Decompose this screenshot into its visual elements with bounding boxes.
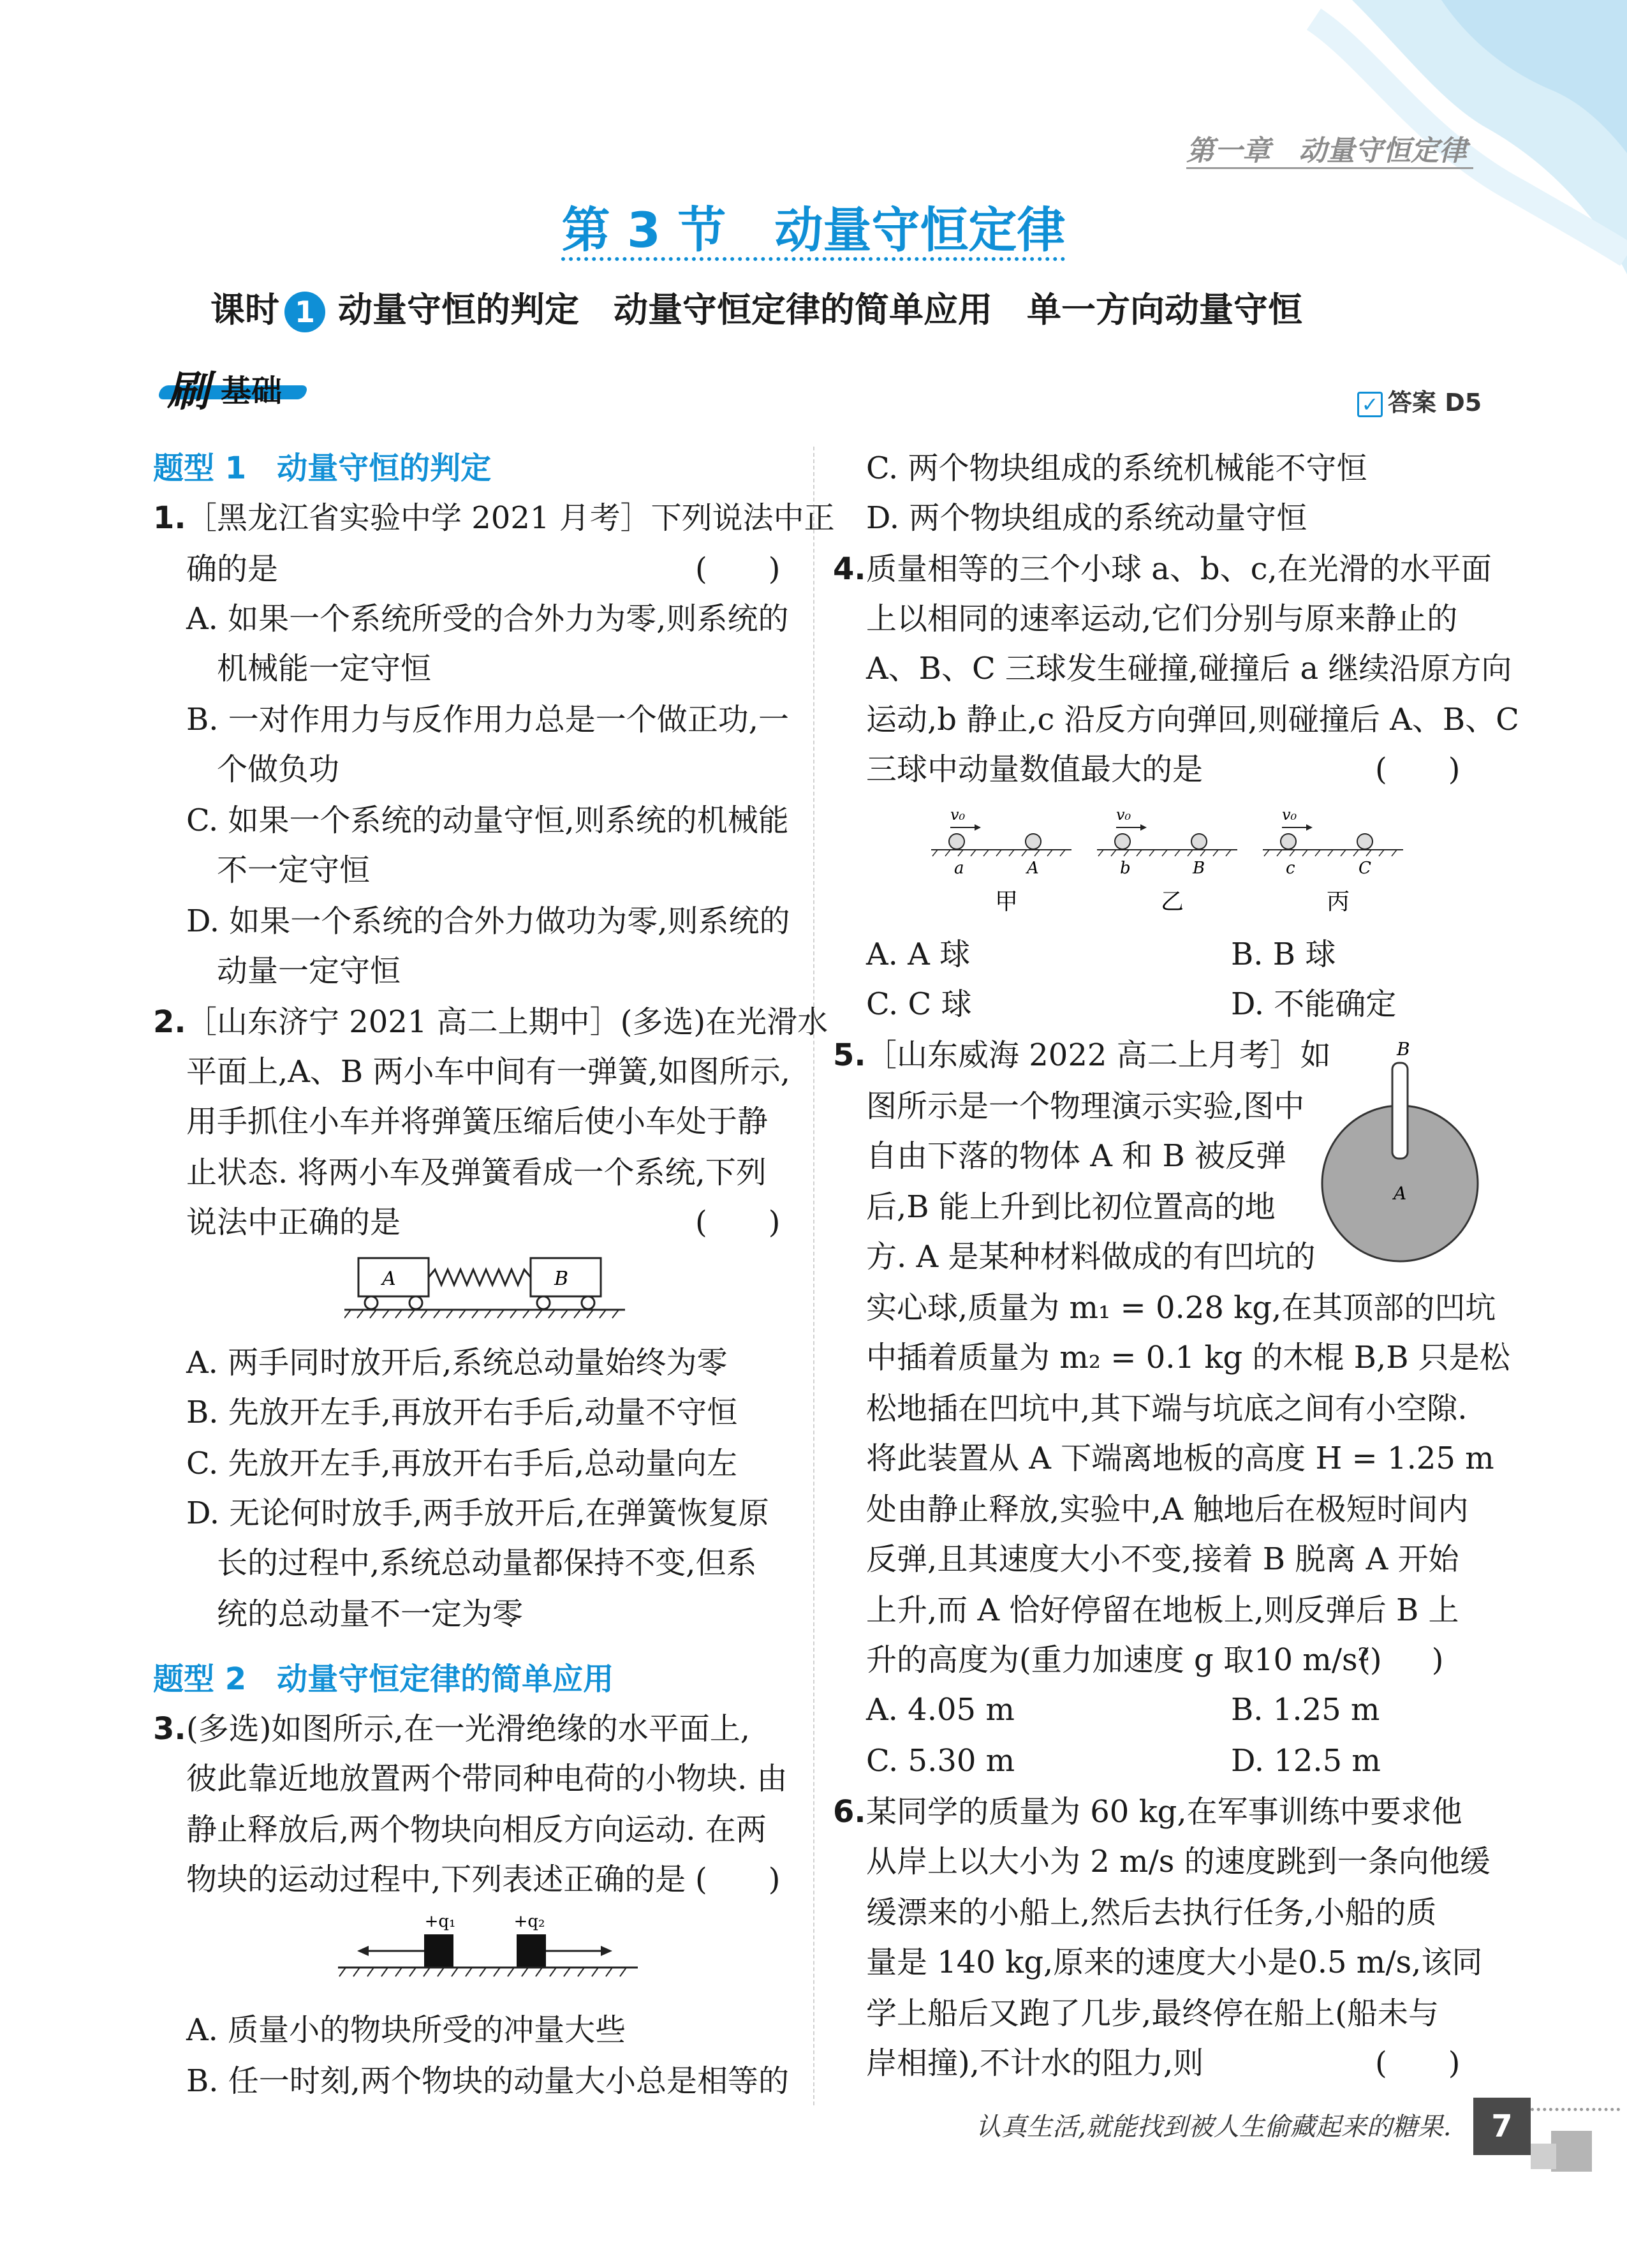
q4-stem-line: 三球中动量数值最大的是 [866, 752, 1204, 787]
svg-text:乙: 乙 [1161, 889, 1184, 915]
svg-text:B: B [1193, 859, 1205, 878]
q4-number: 4. [833, 551, 866, 587]
type-1-heading: 题型 1 动量守恒的判定 [153, 450, 492, 486]
q6-stem-line: 岸相撞),不计水的阻力,则 [866, 2045, 1204, 2081]
q3-stem-line: 物块的运动过程中,下列表述正确的是 [186, 1862, 686, 1897]
page-box-deco [1531, 2144, 1556, 2169]
svg-text:a: a [954, 859, 964, 878]
block-1 [424, 1934, 453, 1968]
q5-stem-line: 上升,而 A 恰好停留在地板上,则反弹后 B 上 [866, 1592, 1459, 1628]
q1-option-a[interactable]: A. 如果一个系统所受的合外力为零,则系统的 [186, 601, 789, 637]
q4-stem-line: 运动,b 静止,c 沿反方向弹回,则碰撞后 A、B、C [866, 702, 1519, 737]
q3-stem-line: 彼此靠近地放置两个带同种电荷的小物块. 由 [186, 1761, 788, 1797]
q3-answer-blank[interactable]: ( ) [695, 1862, 781, 1897]
q3-option-a[interactable]: A. 质量小的物块所受的冲量大些 [186, 2012, 626, 2048]
q2-option-d[interactable]: D. 无论何时放手,两手放开后,在弹簧恢复原 [186, 1495, 769, 1531]
q4-option-d[interactable]: D. 不能确定 [1231, 986, 1397, 1022]
q1-option-a-cont: 机械能一定守恒 [217, 651, 432, 686]
q3-option-c[interactable]: C. 两个物块组成的系统机械能不守恒 [866, 450, 1367, 486]
q2-stem-line: 止状态. 将两小车及弹簧看成一个系统,下列 [186, 1155, 767, 1190]
arrow-right [601, 1946, 612, 1956]
page-number: 7 [1473, 2098, 1531, 2155]
svg-text:c: c [1286, 859, 1295, 878]
q5-option-b[interactable]: B. 1.25 m [1231, 1692, 1380, 1728]
q1-option-b[interactable]: B. 一对作用力与反作用力总是一个做正功,一 [186, 702, 790, 737]
type-2-heading: 题型 2 动量守恒定律的简单应用 [153, 1661, 614, 1697]
svg-text:v₀: v₀ [1116, 806, 1131, 824]
q2-stem-line: 用手抓住小车并将弹簧压缩后使小车处于静 [186, 1104, 769, 1139]
spring [429, 1270, 531, 1285]
q2-stem-line: ［山东济宁 2021 高二上期中］(多选)在光滑水 [186, 1004, 828, 1040]
stick-b-label: B [1397, 1039, 1410, 1060]
svg-text:v₀: v₀ [950, 806, 966, 824]
page-box-shadow [1551, 2131, 1592, 2172]
q3-option-d[interactable]: D. 两个物块组成的系统动量守恒 [866, 500, 1307, 536]
q4-stem-line: 质量相等的三个小球 a、b、c,在光滑的水平面 [866, 551, 1492, 587]
q2-answer-blank[interactable]: ( ) [695, 1204, 781, 1240]
panel-bing [1263, 806, 1403, 915]
q1-option-c-cont: 不一定守恒 [217, 852, 371, 888]
svg-text:A: A [1027, 859, 1039, 878]
svg-text:v₀: v₀ [1282, 806, 1297, 824]
cart-b-label: B [554, 1268, 569, 1290]
footer-motto: 认真生活,就能找到被人生偷藏起来的糖果. [976, 2112, 1452, 2142]
q2-figure-carts [344, 1250, 631, 1321]
basic-tag [159, 357, 306, 416]
q2-stem-line: 说法中正确的是 [186, 1204, 401, 1240]
q6-answer-blank[interactable]: ( ) [1375, 2045, 1461, 2081]
block-2 [517, 1934, 546, 1968]
arrow-left [357, 1946, 369, 1956]
answer-text: 答案 D5 [1388, 389, 1482, 417]
q6-stem-line: 缓漂来的小船上,然后去执行任务,小船的质 [866, 1895, 1437, 1931]
q6-number: 6. [833, 1794, 866, 1830]
q3-figure-blocks [338, 1908, 644, 1984]
q1-stem-line: ［黑龙江省实验中学 2021 月考］下列说法中正 [186, 500, 835, 536]
answer-ref [1357, 383, 1482, 418]
q5-stem-line: 方. A 是某种材料做成的有凹坑的 [866, 1239, 1316, 1275]
q4-option-a[interactable]: A. A 球 [866, 937, 971, 972]
checkbox-icon: ✓ [1357, 392, 1383, 417]
q2-stem-line: 平面上,A、B 两小车中间有一弹簧,如图所示, [186, 1054, 790, 1090]
charge-q2-label: +q₂ [513, 1912, 545, 1931]
lesson-heading [210, 285, 1302, 336]
q2-option-d-cont: 长的过程中,系统总动量都保持不变,但系 [217, 1545, 757, 1581]
q1-answer-blank[interactable]: ( ) [695, 551, 781, 587]
q6-stem-line: 从岸上以大小为 2 m/s 的速度跳到一条向他缓 [866, 1844, 1491, 1879]
q3-stem-line: (多选)如图所示,在一光滑绝缘的水平面上, [186, 1711, 750, 1747]
q5-number: 5. [833, 1037, 866, 1073]
q4-option-c[interactable]: C. C 球 [866, 986, 972, 1022]
q5-stem-line: 实心球,质量为 m₁ = 0.28 kg,在其顶部的凹坑 [866, 1290, 1496, 1326]
svg-text:b: b [1120, 859, 1131, 878]
q2-option-b[interactable]: B. 先放开左手,再放开右手后,动量不守恒 [186, 1395, 738, 1430]
q1-option-d-cont: 动量一定守恒 [217, 953, 401, 989]
footer-dots [1531, 2108, 1620, 2111]
q5-figure-ball-stick [1314, 1034, 1486, 1263]
panel-yi [1097, 806, 1237, 915]
chapter-header: 第一章 动量守恒定律 [1186, 135, 1467, 167]
q1-stem-line: 确的是 [186, 551, 279, 587]
q5-option-d[interactable]: D. 12.5 m [1231, 1743, 1381, 1779]
ball-small [949, 834, 964, 849]
cart-a-label: A [382, 1268, 396, 1290]
q1-option-c[interactable]: C. 如果一个系统的动量守恒,则系统的机械能 [186, 803, 789, 838]
svg-text:丙: 丙 [1327, 889, 1350, 915]
q4-figure-collisions [925, 801, 1410, 919]
q4-stem-line: A、B、C 三球发生碰撞,碰撞后 a 继续沿原方向 [866, 651, 1512, 686]
q5-stem-line: 后,B 能上升到比初位置高的地 [866, 1189, 1276, 1225]
q1-option-d[interactable]: D. 如果一个系统的合外力做功为零,则系统的 [186, 903, 790, 939]
lesson-text: 动量守恒的判定 动量守恒定律的简单应用 单一方向动量守恒 [338, 290, 1302, 330]
q1-number: 1. [153, 500, 186, 536]
q5-stem-line: 自由下落的物体 A 和 B 被反弹 [866, 1138, 1286, 1174]
q6-stem-line: 学上船后又跑了几步,最终停在船上(船未与 [866, 1996, 1439, 2031]
stick-b [1392, 1063, 1408, 1159]
ball-big [1026, 834, 1041, 849]
q5-stem-line: 松地插在凹坑中,其下端与坑底之间有小空隙. [866, 1391, 1468, 1427]
q2-option-a[interactable]: A. 两手同时放开后,系统总动量始终为零 [186, 1345, 728, 1381]
q6-stem-line: 量是 140 kg,原来的速度大小是0.5 m/s,该同 [866, 1945, 1483, 1980]
brush-char: 刷 [167, 367, 209, 416]
q5-stem-line: ［山东威海 2022 高二上月考］如 [866, 1037, 1331, 1073]
title-underline [561, 257, 1065, 261]
q5-stem-line: 反弹,且其速度大小不变,接着 B 脱离 A 开始 [866, 1541, 1459, 1577]
section-title: 第 3 节 动量守恒定律 [561, 202, 1066, 258]
q3-number: 3. [153, 1711, 186, 1747]
q1-option-b-cont: 个做负功 [217, 752, 340, 787]
column-divider [813, 447, 814, 2105]
brush-label: 基础 [221, 373, 283, 409]
q2-option-d-cont: 统的总动量不一定为零 [217, 1596, 524, 1632]
q4-option-b[interactable]: B. B 球 [1231, 937, 1336, 972]
svg-text:甲: 甲 [995, 889, 1019, 915]
q5-answer-blank[interactable]: ( ) [1358, 1642, 1444, 1678]
q5-stem-line: 处由静止释放,实验中,A 触地后在极短时间内 [866, 1492, 1469, 1527]
q5-option-c[interactable]: C. 5.30 m [866, 1743, 1015, 1779]
panel-jia [931, 806, 1071, 915]
q5-stem-line: 图所示是一个物理演示实验,图中 [866, 1088, 1305, 1124]
ball-a-label: A [1394, 1183, 1407, 1204]
q6-stem-line: 某同学的质量为 60 kg,在军事训练中要求他 [866, 1794, 1462, 1830]
q3-stem-line: 静止释放后,两个物块向相反方向运动. 在两 [186, 1812, 767, 1848]
q5-stem-line: 中插着质量为 m₂ = 0.1 kg 的木棍 B,B 只是松 [866, 1340, 1510, 1375]
q5-option-a[interactable]: A. 4.05 m [866, 1692, 1015, 1728]
q3-option-b[interactable]: B. 任一时刻,两个物块的动量大小总是相等的 [186, 2063, 790, 2099]
svg-text:C: C [1358, 859, 1371, 878]
q4-answer-blank[interactable]: ( ) [1375, 752, 1461, 787]
header-rule [1186, 167, 1473, 169]
lesson-number-badge: 1 [284, 292, 325, 332]
q2-number: 2. [153, 1004, 186, 1040]
q2-option-c[interactable]: C. 先放开左手,再放开右手后,总动量向左 [186, 1446, 738, 1481]
q4-stem-line: 上以相同的速率运动,它们分别与原来静止的 [866, 601, 1458, 637]
q5-stem-line: 将此装置从 A 下端离地板的高度 H = 1.25 m [866, 1441, 1494, 1476]
q5-stem-line: 升的高度为(重力加速度 g 取10 m/s²) [866, 1642, 1382, 1678]
charge-q1-label: +q₁ [424, 1912, 456, 1931]
lesson-prefix: 课时 [210, 290, 279, 330]
